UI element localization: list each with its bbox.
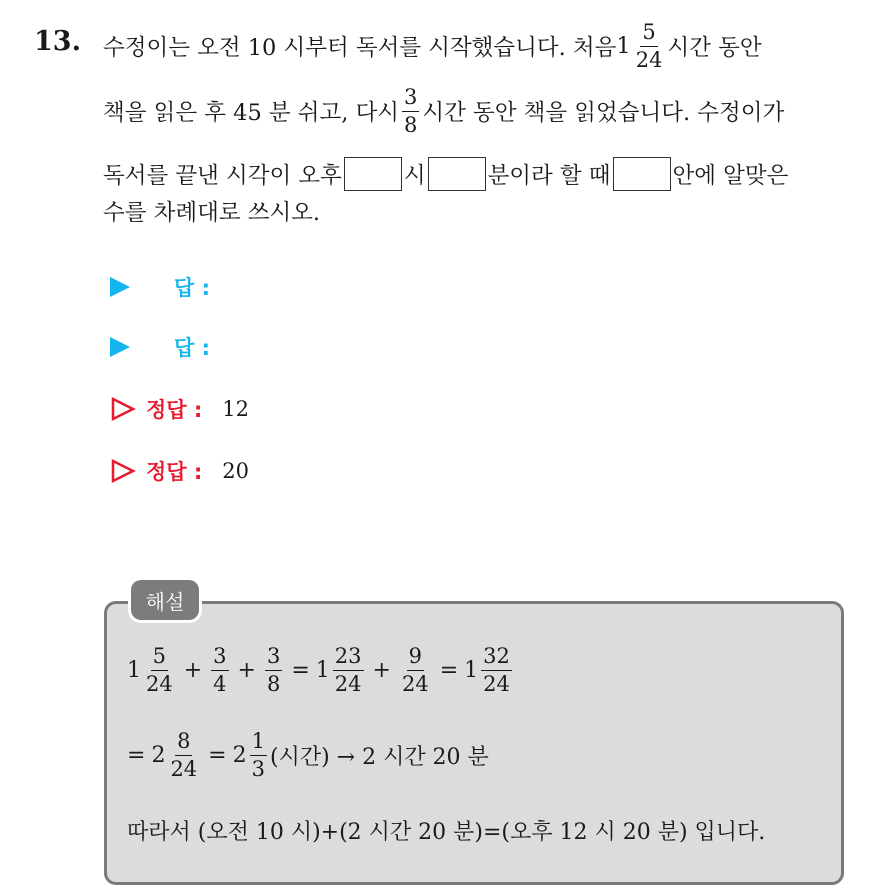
fraction-numerator: 5 bbox=[640, 22, 657, 47]
fraction bbox=[265, 643, 282, 696]
question-line-2 bbox=[103, 84, 785, 137]
correct-answer-row-1 bbox=[110, 392, 249, 426]
fraction-numerator: 3 bbox=[402, 87, 419, 112]
fraction-numerator: 3 bbox=[265, 646, 282, 671]
fraction bbox=[634, 19, 665, 72]
solution-equation-2 bbox=[127, 728, 489, 781]
fraction bbox=[402, 84, 419, 137]
question-line-4 bbox=[103, 191, 320, 231]
fraction-numerator: 5 bbox=[151, 646, 168, 671]
question-text: 수를 차례대로 쓰시오. bbox=[103, 200, 321, 226]
equals-sign: = bbox=[291, 657, 310, 683]
problem-number: 13. bbox=[34, 26, 81, 57]
fraction-denominator: 24 bbox=[635, 47, 663, 72]
answer-row-1 bbox=[110, 270, 210, 304]
fraction bbox=[400, 643, 431, 696]
question-text: 분이라 할 때 bbox=[487, 163, 611, 189]
answer-blank-box bbox=[344, 157, 402, 191]
fraction bbox=[211, 643, 228, 696]
mixed-fraction bbox=[616, 19, 667, 72]
fraction-whole: 1 bbox=[464, 657, 479, 683]
fraction-denominator: 24 bbox=[334, 671, 362, 696]
mixed-fraction bbox=[315, 643, 367, 696]
equals-sign: = bbox=[439, 657, 459, 683]
question-text: 안에 알맞은 bbox=[672, 163, 789, 189]
fraction-denominator: 24 bbox=[401, 671, 429, 696]
outline-triangle-icon bbox=[110, 458, 136, 484]
solution-text: 따라서 (오전 10 시)+(2 시간 20 분)=(오후 12 시 20 분) 입니다. bbox=[127, 819, 766, 845]
question-text: 시간 동안 책을 읽었습니다. 수정이가 bbox=[422, 100, 785, 126]
correct-answer-value: 20 bbox=[222, 459, 250, 483]
mixed-fraction bbox=[464, 643, 515, 696]
mixed-fraction bbox=[151, 728, 202, 781]
answer-row-2 bbox=[110, 330, 210, 364]
solution-conclusion bbox=[127, 810, 765, 850]
question-line-3 bbox=[103, 154, 788, 194]
fraction bbox=[144, 643, 175, 696]
fraction-numerator: 8 bbox=[175, 731, 192, 756]
fraction-numerator: 3 bbox=[211, 646, 228, 671]
question-text: 수정이는 오전 10 시부터 독서를 시작했습니다. 처음 bbox=[103, 35, 617, 61]
equals-sign: = bbox=[127, 742, 146, 768]
play-triangle-icon bbox=[110, 277, 130, 297]
equals-sign: = bbox=[208, 742, 227, 768]
question-line-1 bbox=[103, 19, 762, 72]
question-text: 시 bbox=[403, 163, 426, 189]
fraction-denominator: 24 bbox=[146, 671, 173, 696]
fraction-numerator: 32 bbox=[481, 646, 512, 671]
fraction-denominator: 24 bbox=[483, 671, 510, 696]
correct-answer-label: 정답 : bbox=[146, 460, 203, 484]
fraction-denominator: 8 bbox=[266, 671, 281, 696]
answer-label: 답 : bbox=[174, 336, 210, 360]
answer-blank-box bbox=[613, 157, 671, 191]
fraction-whole: 1 bbox=[315, 657, 330, 683]
fraction-denominator: 24 bbox=[170, 756, 198, 781]
mixed-fraction bbox=[232, 728, 270, 781]
solution-tab-label: 해설 bbox=[131, 580, 199, 620]
correct-answer-label: 정답 : bbox=[146, 398, 203, 422]
question-text: 책을 읽은 후 45 분 쉬고, 다시 bbox=[103, 100, 400, 126]
fraction-numerator: 23 bbox=[333, 646, 364, 671]
fraction-denominator: 8 bbox=[404, 112, 418, 137]
fraction bbox=[168, 728, 199, 781]
solution-equation-1 bbox=[127, 643, 515, 696]
answer-blank-box bbox=[428, 157, 486, 191]
plus-sign: + bbox=[372, 657, 391, 683]
mixed-fraction bbox=[127, 643, 178, 696]
plus-sign: + bbox=[183, 657, 203, 683]
fraction bbox=[481, 643, 512, 696]
correct-answer-value: 12 bbox=[222, 397, 250, 421]
question-text: 시간 동안 bbox=[667, 35, 762, 61]
play-triangle-icon bbox=[110, 337, 130, 357]
correct-answer-row-2 bbox=[110, 454, 249, 488]
plus-sign: + bbox=[237, 657, 256, 683]
fraction-numerator: 9 bbox=[407, 646, 424, 671]
question-text: 독서를 끝낸 시각이 오후 bbox=[103, 163, 342, 189]
fraction-whole: 1 bbox=[616, 33, 631, 59]
fraction-whole: 1 bbox=[127, 657, 141, 683]
outline-triangle-icon bbox=[110, 396, 136, 422]
fraction bbox=[333, 643, 364, 696]
fraction bbox=[250, 728, 267, 781]
solution-text: (시간) → 2 시간 20 분 bbox=[269, 744, 489, 770]
answer-label: 답 : bbox=[174, 276, 210, 300]
fraction-numerator: 1 bbox=[250, 731, 267, 756]
fraction-denominator: 3 bbox=[251, 756, 265, 781]
fraction-denominator: 4 bbox=[213, 671, 227, 696]
fraction-whole: 2 bbox=[151, 742, 166, 768]
fraction-whole: 2 bbox=[232, 742, 247, 768]
